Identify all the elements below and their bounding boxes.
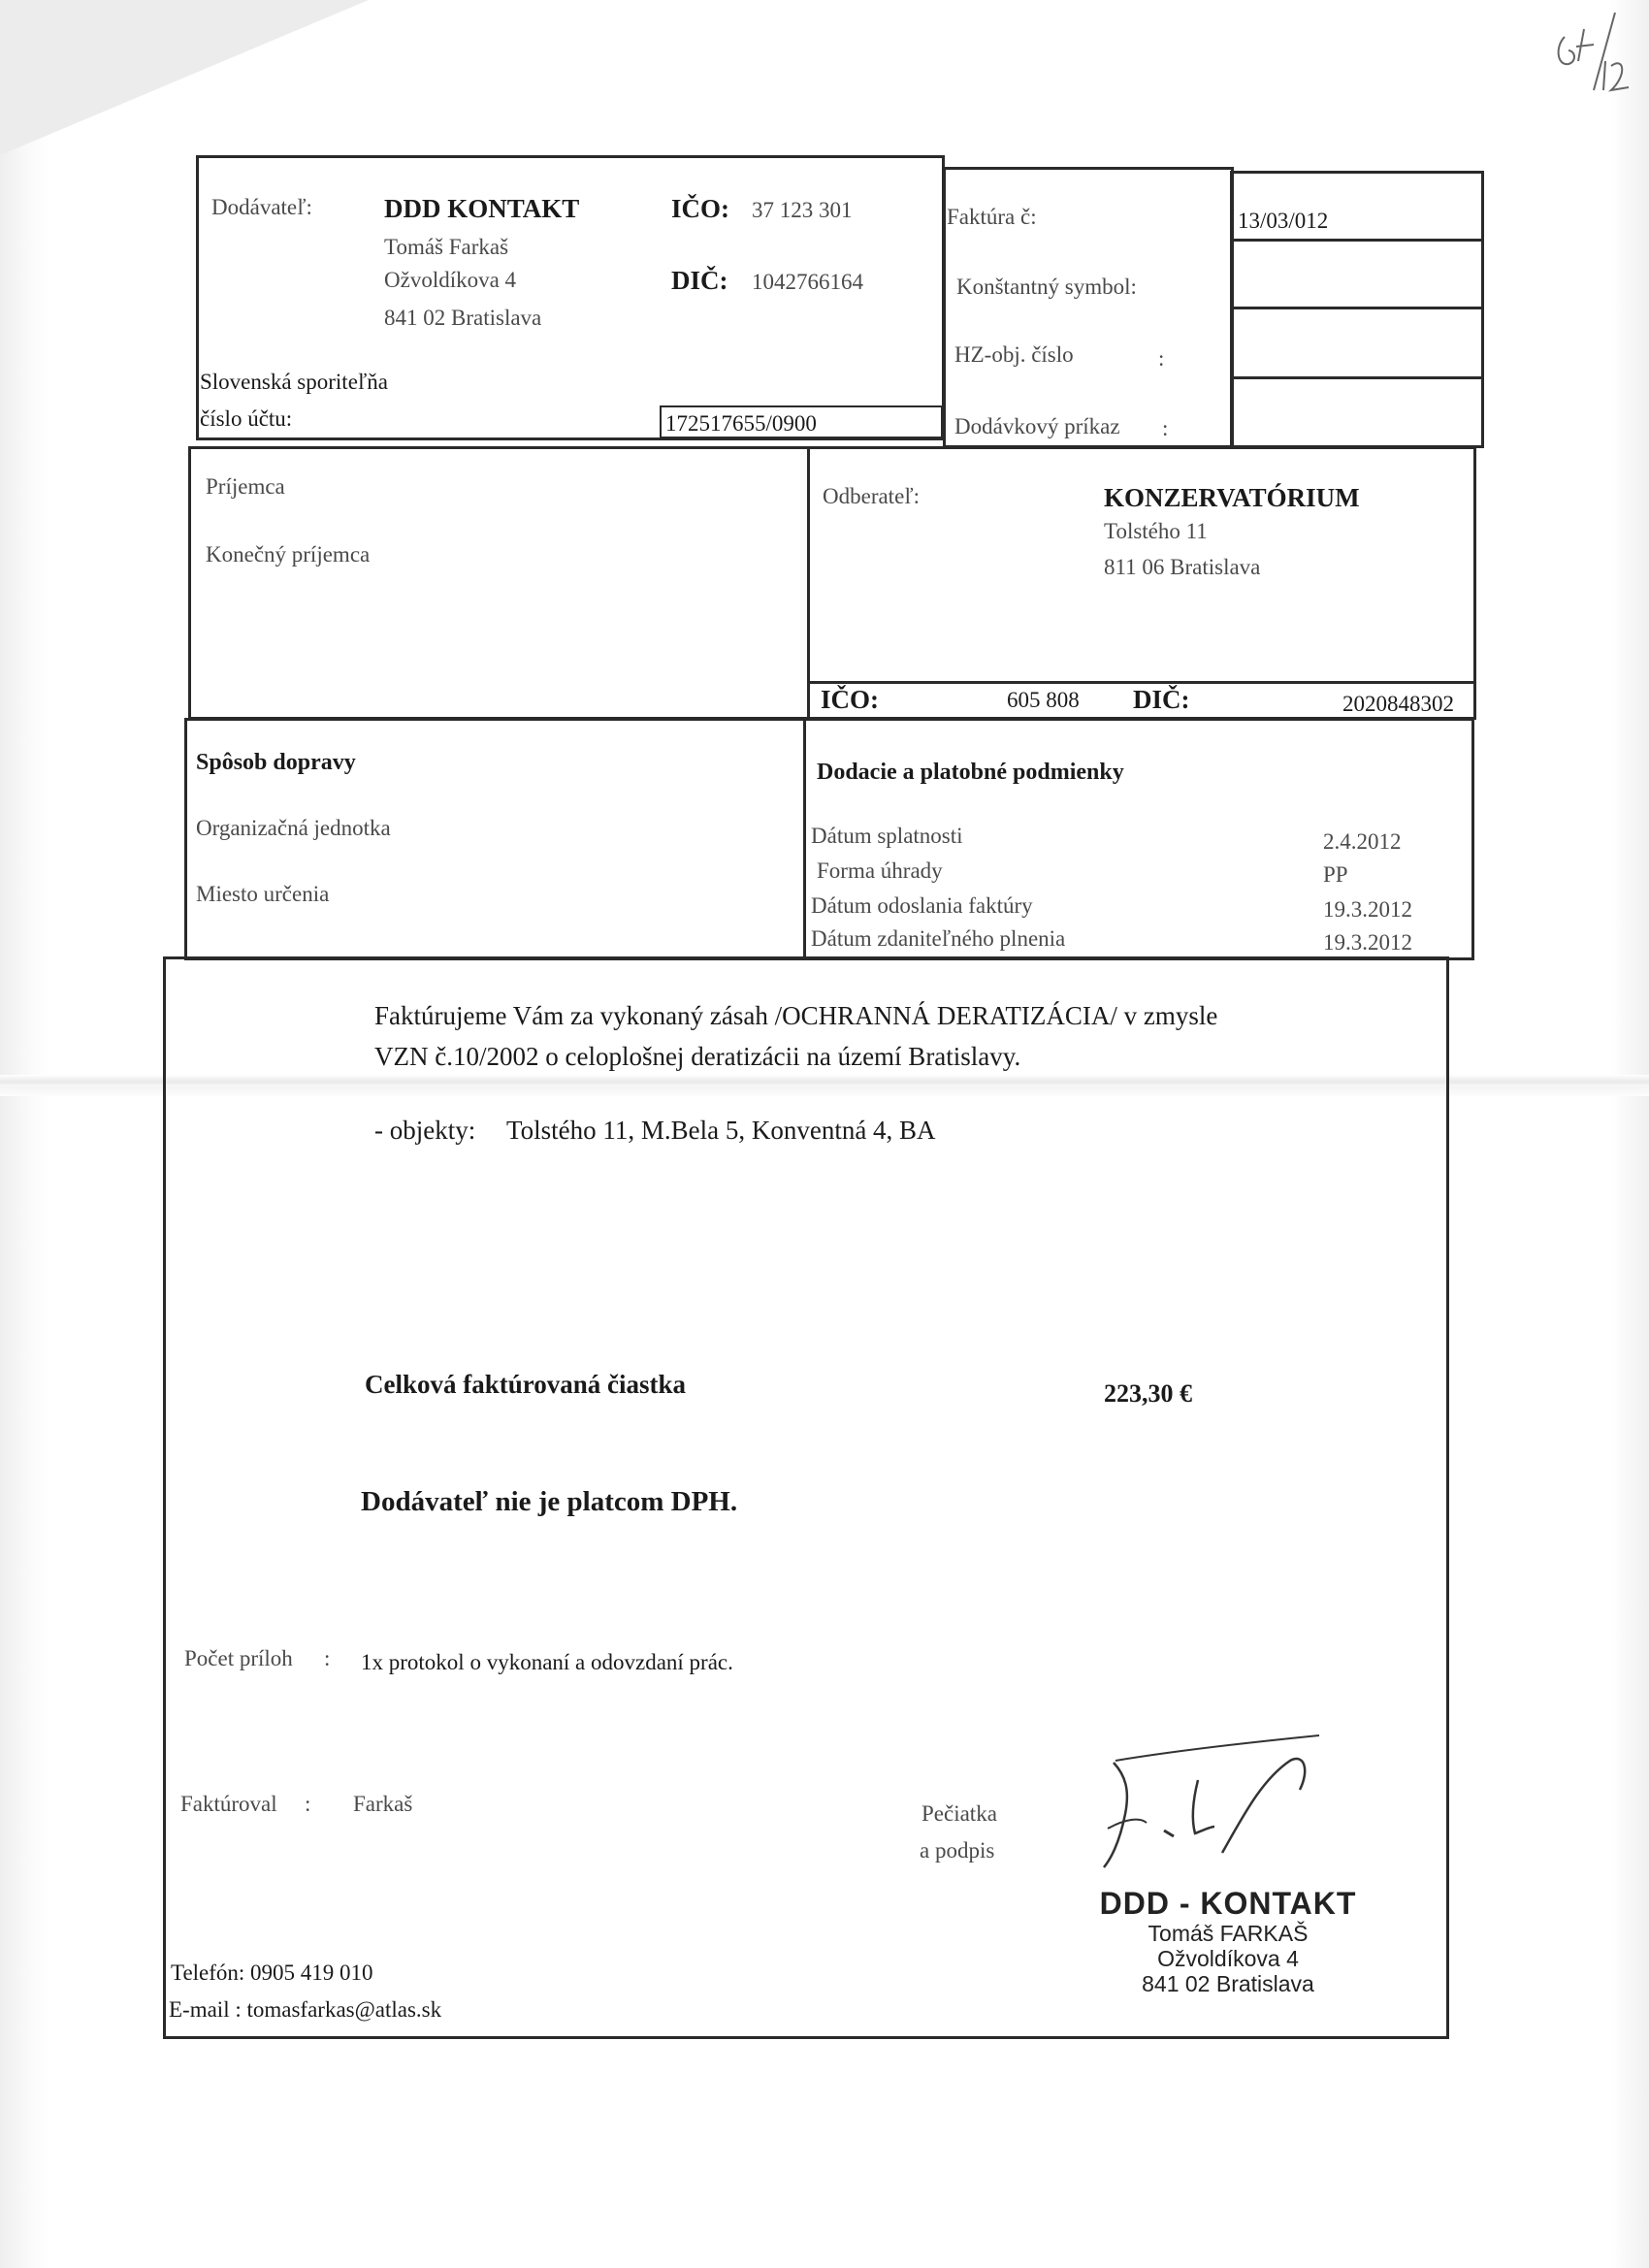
dispatch-date-label: Dátum odoslania faktúry (811, 893, 1033, 918)
payment-form-label: Forma úhrady (817, 859, 943, 883)
body-line-2: VZN č.10/2002 o celoplošnej deratizácii na území Bratislavy. (374, 1042, 1021, 1071)
payment-form-value: PP (1323, 862, 1348, 887)
invoiced-by-label: Faktúroval (180, 1792, 277, 1816)
contact-phone: Telefón: 0905 419 010 (171, 1960, 373, 1985)
recipient-label: Príjemca (206, 474, 285, 499)
transport-heading: Spôsob dopravy (196, 750, 356, 775)
handwritten-page-note (1547, 8, 1634, 95)
invoice-number-label: Faktúra č: (947, 205, 1037, 229)
taxable-date-value: 19.3.2012 (1323, 930, 1412, 955)
stamp-signature-label-2: a podpis (920, 1838, 995, 1863)
customer-city: 811 06 Bratislava (1104, 555, 1261, 579)
objects-list: Tolstého 11, M.Bela 5, Konventná 4, BA (506, 1116, 936, 1145)
handwritten-signature (1086, 1722, 1348, 1877)
customer-label: Odberateľ: (823, 484, 921, 508)
order-number-label: HZ-obj. číslo (954, 342, 1074, 367)
stamp-owner: Tomáš FARKAŠ (1148, 1921, 1309, 1946)
vat-note: Dodávateľ nie je platcom DPH. (361, 1486, 738, 1517)
taxable-date-label: Dátum zdaniteľného plnenia (811, 926, 1066, 951)
supplier-person: Tomáš Farkaš (384, 235, 509, 259)
customer-street: Tolstého 11 (1104, 519, 1208, 543)
customer-ico-label: IČO: (821, 685, 879, 714)
invoiced-by-value: Farkaš (353, 1792, 413, 1816)
invoiced-by-colon: : (305, 1792, 311, 1816)
contact-email: E-mail : tomasfarkas@atlas.sk (169, 1997, 442, 2022)
stamp-city: 841 02 Bratislava (1142, 1971, 1314, 1996)
attachments-colon: : (324, 1646, 331, 1670)
page-shadow-right (1610, 0, 1649, 2268)
supplier-name: DDD KONTAKT (384, 194, 580, 223)
attachments-label: Počet príloh (184, 1646, 293, 1670)
stamp-signature-label-1: Pečiatka (922, 1801, 997, 1826)
due-date-value: 2.4.2012 (1323, 829, 1402, 854)
page-shadow-left (0, 0, 48, 2268)
supplier-label: Dodávateľ: (211, 195, 312, 219)
attachments-value: 1x protokol o vykonaní a odovzdaní prác. (361, 1650, 733, 1674)
supplier-dic-label: DIČ: (671, 266, 728, 295)
terms-heading: Dodacie a platobné podmienky (817, 760, 1124, 785)
supplier-ico: 37 123 301 (752, 198, 853, 222)
supplier-bank: Slovenská sporiteľňa (200, 370, 388, 394)
supplier-street: Ožvoldíkova 4 (384, 268, 517, 292)
supplier-dic: 1042766164 (752, 270, 863, 294)
customer-dic: 2020848302 (1342, 692, 1454, 716)
delivery-order-colon: : (1162, 416, 1169, 440)
org-unit-label: Organizačná jednotka (196, 816, 391, 840)
total-label: Celková faktúrovaná čiastka (365, 1370, 687, 1399)
constant-symbol-label: Konštantný symbol: (956, 275, 1137, 299)
stamp-street: Ožvoldíkova 4 (1157, 1946, 1299, 1971)
order-number-colon: : (1158, 346, 1165, 371)
delivery-order-label: Dodávkový príkaz (954, 414, 1120, 438)
objects-label: - objekty: (374, 1116, 476, 1145)
account-label: číslo účtu: (200, 406, 293, 431)
folded-corner (0, 0, 369, 155)
customer-name: KONZERVATÓRIUM (1104, 483, 1360, 512)
dispatch-date-value: 19.3.2012 (1323, 897, 1412, 922)
customer-ico: 605 808 (1007, 688, 1080, 712)
total-amount: 223,30 € (1104, 1379, 1192, 1408)
supplier-ico-label: IČO: (671, 194, 729, 223)
customer-dic-label: DIČ: (1133, 685, 1190, 714)
body-line-1: Faktúrujeme Vám za vykonaný zásah /OCHRANNÁ DERATIZÁCIA/ v zmysle (374, 1001, 1218, 1030)
due-date-label: Dátum splatnosti (811, 824, 963, 848)
stamp-company: DDD - KONTAKT (1099, 1886, 1357, 1921)
supplier-city: 841 02 Bratislava (384, 306, 542, 330)
account-number: 172517655/0900 (665, 411, 817, 436)
invoice-number: 13/03/012 (1238, 209, 1329, 233)
final-recipient-label: Konečný príjemca (206, 542, 371, 567)
destination-label: Miesto určenia (196, 882, 330, 906)
